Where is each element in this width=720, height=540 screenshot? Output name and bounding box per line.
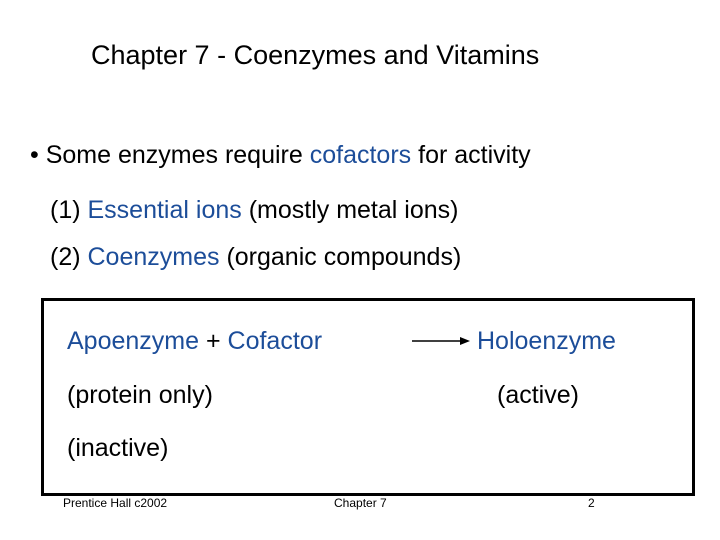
protein-only-note: (protein only): [67, 381, 213, 409]
list-item-highlight: Coenzymes: [87, 243, 220, 271]
footer-page-number: 2: [588, 496, 595, 510]
slide-title: Chapter 7 - Coenzymes and Vitamins: [91, 40, 540, 70]
cofactor-label: Cofactor: [227, 327, 323, 355]
list-item-coenzymes: [50, 241, 461, 273]
apoenzyme-label: Apoenzyme: [67, 327, 200, 355]
holoenzyme-label: Holoenzyme: [477, 327, 616, 355]
list-item-note: (organic compounds): [219, 243, 462, 271]
list-item-note: (mostly metal ions): [241, 196, 459, 224]
footer-publisher: Prentice Hall c2002: [63, 496, 168, 510]
active-note: (active): [497, 381, 579, 409]
footer-chapter: Chapter 7: [334, 496, 387, 510]
list-item-essential-ions: [50, 194, 458, 226]
bullet-text-before: Some enzymes require: [45, 141, 310, 169]
right-arrow-icon: [412, 334, 470, 348]
list-item-number: (1): [50, 196, 88, 224]
bullet-highlight-cofactors: cofactors: [309, 141, 412, 169]
bullet-point: [30, 139, 531, 171]
list-item-highlight: Essential ions: [87, 196, 242, 224]
list-item-number: (2): [50, 243, 88, 271]
equation-reactants: [67, 325, 322, 357]
inactive-note: (inactive): [67, 434, 169, 462]
bullet-marker: •: [30, 141, 39, 169]
plus-sign: +: [199, 327, 228, 355]
bullet-text-after: for activity: [411, 141, 531, 169]
